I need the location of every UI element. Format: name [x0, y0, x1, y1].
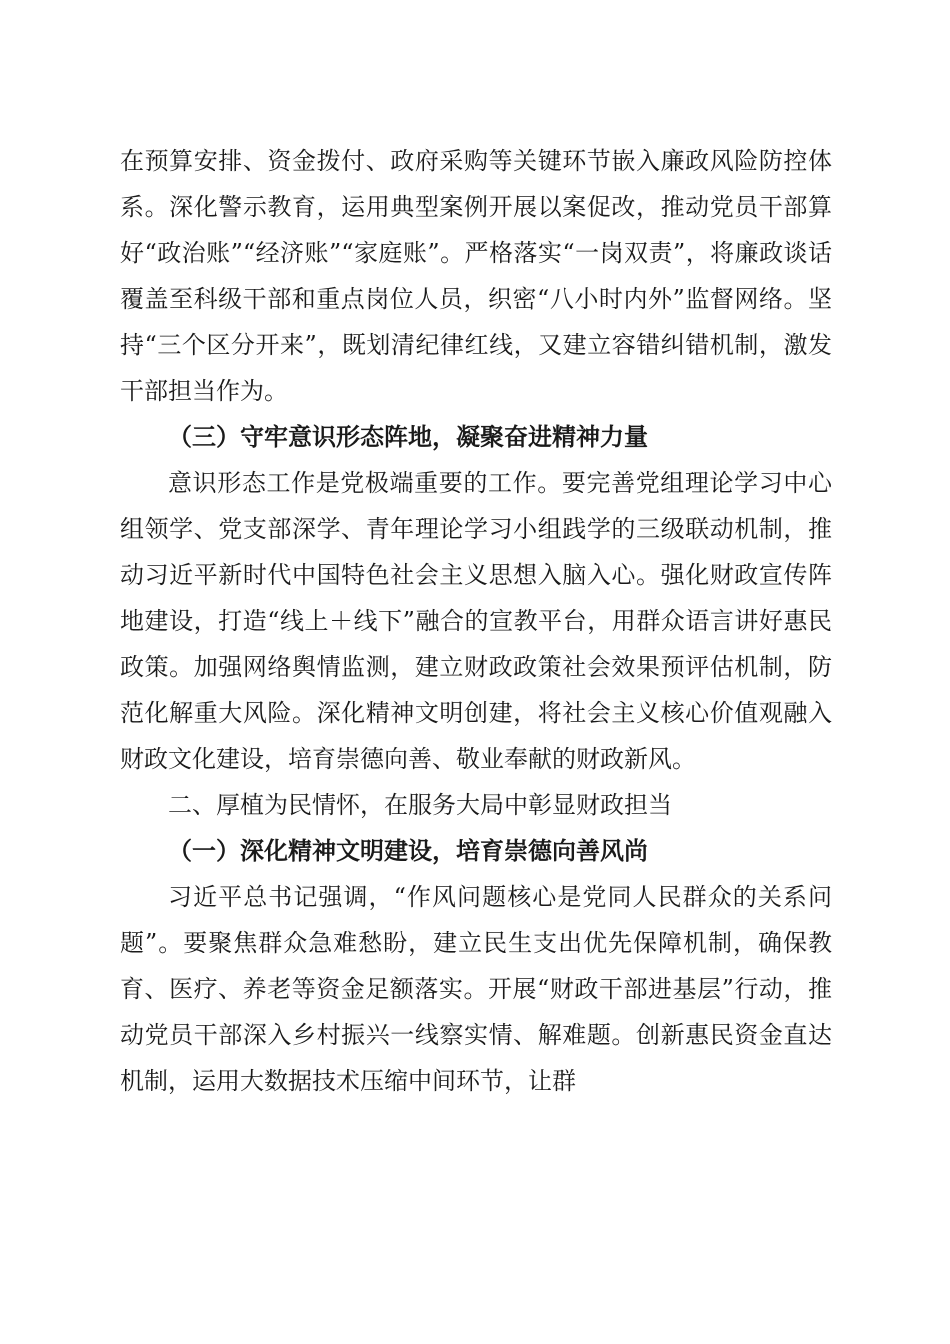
subheading-three: （三）守牢意识形态阵地，凝聚奋进精神力量 — [168, 422, 648, 451]
paragraph-continuation: 在预算安排、资金拨付、政府采购等关键环节嵌入廉政风险防控体系。深化警示教育，运用典型案例开展以案促改，推动党员干部算好“政治账”“经济账”“家庭账”。严格落实“一岗双责”，将廉政谈话覆盖至科级干部和重点岗位人员，织密“八小时内外”监督网络。坚持“三个区分开来”，既划清纪律红线，又建立容错纠错机制，激发干部担当作为。 — [120, 147, 832, 405]
paragraph-ideology: 意识形态工作是党极端重要的工作。要完善党组理论学习中心组领学、党支部深学、青年理论学习小组践学的三级联动机制，推动习近平新时代中国特色社会主义思想入脑入心。强化财政宣传阵地建设，打造“线上＋线下”融合的宣教平台，用群众语言讲好惠民政策。加强网络舆情监测，建立财政政策社会效果预评估机制，防范化解重大风险。深化精神文明创建，将社会主义核心价值观融入财政文化建设，培育崇德向善、敬业奉献的财政新风。 — [120, 469, 832, 773]
section-heading-two: 二、厚植为民情怀，在服务大局中彰显财政担当 — [168, 791, 672, 819]
document-body — [120, 138, 832, 1104]
subheading-one: （一）深化精神文明建设，培育崇德向善风尚 — [168, 836, 648, 865]
paragraph-people: 习近平总书记强调，“作风问题核心是党同人民群众的关系问题”。要聚焦群众急难愁盼，建立民生支出优先保障机制，确保教育、医疗、养老等资金足额落实。开展“财政干部进基层”行动，推动党员干部深入乡村振兴一线察实情、解难题。创新惠民资金直达机制，运用大数据技术压缩中间环节，让群 — [120, 883, 832, 1095]
